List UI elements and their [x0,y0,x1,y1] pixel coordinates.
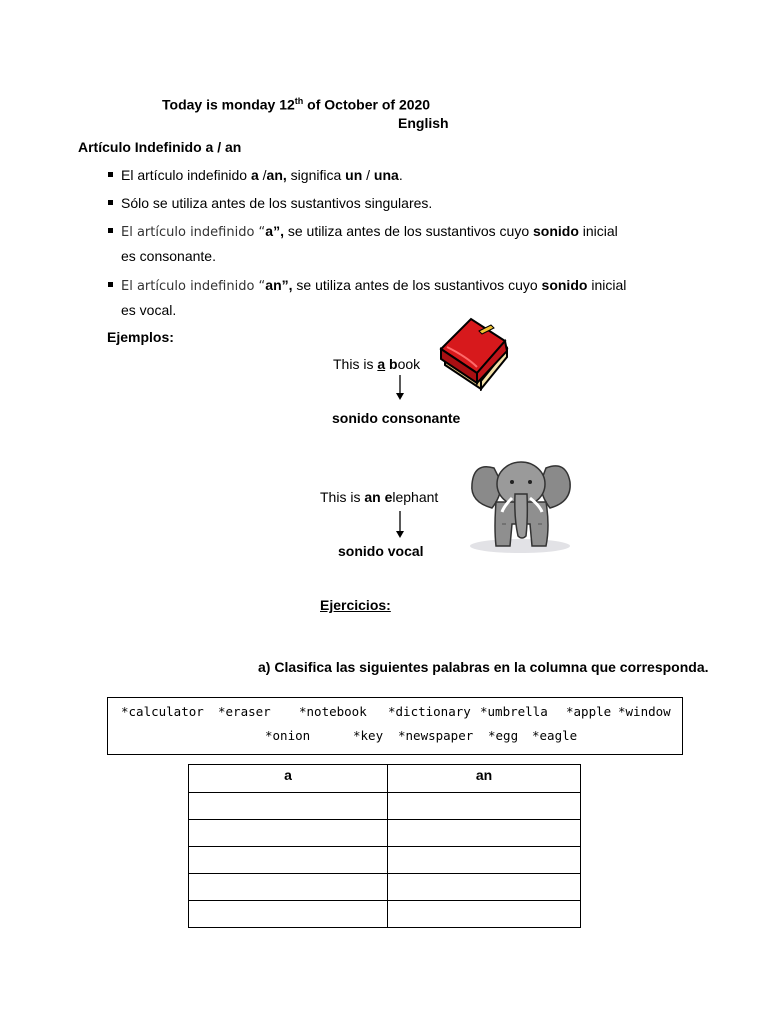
date-superscript: th [294,96,304,106]
down-arrow-icon [394,375,406,401]
word-item: *egg [488,728,519,743]
word-item: *onion [265,728,311,743]
table-row [189,847,581,874]
date-text-end: of October of 2020 [303,96,431,113]
examples-heading: Ejemplos: [107,329,174,345]
word-item: *apple [566,704,612,719]
exercise-instruction: a) Clasifica las siguientes palabras en la columna que corresponda. [258,659,709,675]
word-item: *calculator [121,704,204,719]
bullet-3: El artículo indefinido “a”, se utiliza antes de los sustantivos cuyo sonido inicial [121,223,618,240]
bullet-marker [108,200,113,205]
word-bank [107,697,683,755]
table-cell[interactable] [189,847,388,874]
exercises-heading: Ejercicios: [320,597,391,613]
table-row [189,874,581,901]
bullet-3-line-2: es consonante. [121,248,216,264]
table-cell[interactable] [189,874,388,901]
word-item: *dictionary [388,704,471,719]
word-item: *notebook [299,704,367,719]
table-cell[interactable] [388,901,581,928]
bullet-marker [108,228,113,233]
table-cell[interactable] [189,820,388,847]
classification-table [188,764,581,928]
table-cell[interactable] [189,901,388,928]
table-cell[interactable] [388,847,581,874]
table-row [189,793,581,820]
table-cell[interactable] [388,793,581,820]
date-text: Today is monday 12 [162,96,295,113]
table-row [189,820,581,847]
bullet-marker [108,172,113,177]
table-row [189,901,581,928]
column-header-an: an [388,765,581,793]
bullet-2: Sólo se utiliza antes de los sustantivos singulares. [121,195,433,211]
bullet-1: El artículo indefinido a /an, significa un / una. [121,167,403,183]
table-cell[interactable] [189,793,388,820]
subject-title: English [398,115,449,131]
word-item: *newspaper [398,728,474,743]
bullet-4: El artículo indefinido “an”, se utiliza antes de los sustantivos cuyo sonido inicial [121,277,627,294]
column-header-a: a [189,765,388,793]
bullet-4-line-2: es vocal. [121,302,177,318]
table-cell[interactable] [388,874,581,901]
bullet-marker [108,282,113,287]
word-item: *key [353,728,384,743]
example-2-caption: sonido vocal [338,543,424,559]
word-item: *eagle [532,728,578,743]
word-item: *umbrella [480,704,548,719]
down-arrow-icon [394,511,406,539]
word-item: *eraser [218,704,271,719]
table-cell[interactable] [388,820,581,847]
red-book-icon [437,311,513,391]
table-header-row [189,765,581,793]
date-line [162,96,430,113]
example-2-sentence: This is an elephant [320,489,439,505]
elephant-icon [466,454,578,556]
section-title: Artículo Indefinido a / an [78,139,242,155]
example-1-sentence: This is a book [333,356,421,372]
word-item: *window [618,704,671,719]
example-1-caption: sonido consonante [332,410,461,426]
